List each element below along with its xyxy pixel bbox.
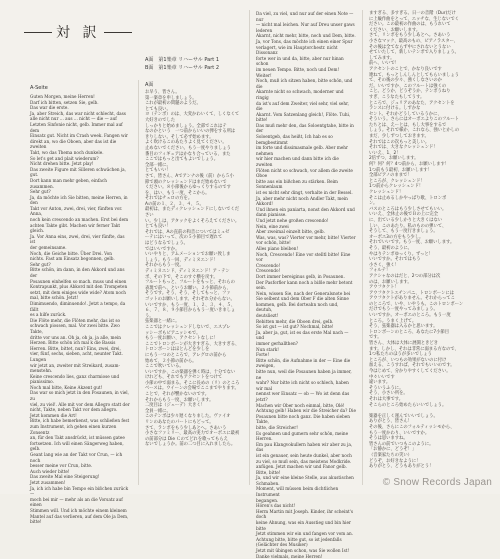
text-line: そこは止めるしかやっぱり歌、トロンボ <box>369 195 447 201</box>
text-line: Nein, eine zwei <box>256 223 289 229</box>
text-line: それは大事です。 <box>369 396 404 402</box>
text-line: Bitte, ich habe bemerkenst, was schließen fest <box>30 418 130 424</box>
text-line: nennst wer Einsatz — ob — Wo ist denn das jetzt? <box>256 391 350 402</box>
text-line: クレッシェンド！ <box>369 190 404 195</box>
text-line: です。 <box>369 335 382 341</box>
text-line: アウフタクト！ <box>369 285 399 291</box>
text-line: やはりテンポゆっくり。ずっと！ <box>369 251 433 257</box>
text-line: て、その後の少々、強くしなさいのか <box>369 78 442 84</box>
left-column-heading: A-Seite <box>30 85 48 91</box>
text-line: — nicht mal leichen. Nur auf Dreu unser gaws lederen <box>256 22 355 33</box>
text-line: dann pianisse. <box>256 212 287 218</box>
text-line: Hören's das nicht! <box>256 503 296 509</box>
text-line: 最初は、またディクレッシェンドにしないでください <box>145 207 240 219</box>
text-line: を、はい、もう一度、そこから。 <box>145 190 210 196</box>
text-line: Sie selbent und dem Ober F die alten Sinne <box>256 296 349 302</box>
text-line: とても良い。 <box>145 106 171 112</box>
text-line: an, für den Takt ansdrückt, ist müssen gatee <box>30 435 125 441</box>
text-line: のは、お願いします。 <box>369 279 412 285</box>
text-line: そうは思いますね。 <box>369 436 408 442</box>
title-rule-left <box>24 32 52 33</box>
text-line: es a hilfe zurück. <box>30 312 67 318</box>
text-line: もう一度かわり、いいですか。 <box>369 430 430 436</box>
title-rule-right <box>104 32 132 33</box>
text-line: けれども、それでもアクセントをつけて <box>145 375 223 381</box>
text-line: ベースは。ウイーンの会場でここまでやります。 <box>145 386 239 392</box>
text-line: der gemeinsame. <box>30 245 67 251</box>
text-line: besser meine vor Crun, bitte. <box>30 463 93 469</box>
text-line: forte wer in und da, bitte, aber nur hinan schon <box>256 55 344 67</box>
page-title: 対 訳 <box>56 25 101 41</box>
text-line: お早う、皆さん。 <box>145 90 180 95</box>
text-line: 小さく、強く！ <box>369 262 399 268</box>
text-line: ところが、クレッシェンド！ <box>369 178 425 184</box>
text-line: に、出ている少しかりと大きくはない <box>369 217 443 223</box>
text-line: Ja, aber ja, gut, ist es das erste Mal nach — und <box>256 329 349 341</box>
text-line: Weiter! <box>256 72 272 78</box>
left-column-text <box>30 94 130 525</box>
text-line: 1つ前からクレッシェンド！ <box>369 184 424 190</box>
middle-column-heading-b: B面 第1楽章 リハーサル Part 2 <box>145 65 220 71</box>
text-line: なのかという 一つ前からいいの弾をする所は <box>145 129 236 135</box>
text-line: Sehr gut? <box>30 261 51 267</box>
text-line: Herm Martin mit Joseph. Kinder, ihr scheint's doch <box>256 508 354 520</box>
text-line: そこらのところ始めたらいいでしょう。 <box>369 402 447 408</box>
text-line: アクシャなのはだと、2つの部分は次 <box>369 273 441 279</box>
text-line: wir jetzt an, zweiter mit Streikard, zusam- <box>30 362 120 368</box>
text-line: ありがとう、皆さん！ <box>369 419 412 425</box>
text-line: Akarnte nicht so schwach, moderner und ringig <box>256 89 344 100</box>
text-line: Schmaben. <box>256 480 280 486</box>
text-line: 全部一緒に。 <box>145 162 171 168</box>
text-line: （音楽家たちの笑い） <box>369 452 412 458</box>
text-line: fortsetzen. Ich will einen Sängerweg haben, gelb. <box>30 440 124 452</box>
text-line: Noch mal bitte, Keine Akzent gut! <box>30 384 103 390</box>
text-line: 始めて、２小節の前から。 <box>145 358 197 364</box>
column-divider <box>138 80 139 485</box>
text-line: Flöten nicht so schwach, vor allem die zweite Oboe <box>256 167 353 179</box>
text-line: だけでもう一度やってみましょう。 <box>369 307 438 313</box>
text-line: Jetzt mit übingen schon, was Sie wollen Ist! <box>256 548 350 553</box>
text-line: setzt, mit dem einiges wide wide? Atom noch <box>30 289 126 295</box>
text-line: のところで、いや、いやうも。このトロンボーン <box>369 301 464 307</box>
text-line: Sehr gut? <box>30 189 51 195</box>
column-divider <box>362 10 363 485</box>
text-line: 今はじめて、分かりやすくしてください。 <box>369 369 451 374</box>
text-line: Aの前の１、２、３、４、５。 <box>145 201 204 207</box>
text-line: いいですか。オーボエのところ。もう一度 <box>369 313 451 319</box>
text-line: しょう。それで様か、これなら、強いとかしの <box>369 128 460 134</box>
text-line: 1つ前もう最初、お願いします！ <box>369 167 432 173</box>
text-line: そう、最初のように。 <box>369 245 412 251</box>
center-column-text <box>256 11 356 559</box>
text-line: に上級作曲をとって、エッチな、生じないでく <box>369 16 459 22</box>
text-line: Ja, aber Streich, das war nicht schlecht, dass <box>30 110 126 116</box>
text-line: ありがとう、どうもありがとう！ <box>369 464 434 470</box>
text-line: Posaunen einhelfen so mach. muss und einen <box>30 278 127 284</box>
text-line: それからもう一度。 <box>145 263 184 269</box>
text-line: リンのあなたのパートにもどって。 <box>145 420 214 426</box>
text-line: direkt an, wo die Oboen, aber das ist die zweiten <box>30 138 117 150</box>
text-line: Das war die erste. <box>30 105 69 111</box>
text-line: Jetzt kommen die Art! <box>30 412 77 418</box>
text-line: Noch, muß ich sitzen haben, bitte schön, und die <box>256 78 353 89</box>
text-line: そういう。さらにはオーボエよりこのフルート <box>369 117 460 123</box>
text-line: ここで吹いている。 <box>145 364 184 370</box>
text-line: しっかりと始めましょう。全部でこれはテ <box>145 123 227 129</box>
text-line: それではチェロの方を。 <box>145 196 193 202</box>
text-line: アクセントのことで、かなり良いです <box>369 66 442 72</box>
text-line: 小さなファミリー、最高の実力でオーボエに最初 <box>145 431 240 437</box>
text-line: ist es nicht sehr dingt, verhalte in der Bessel. <box>256 190 353 195</box>
text-line: Das war so mich jetzt in den Posaunen, in viel, zu <box>30 390 129 402</box>
text-line: トロンボーンはほとんどを少しを <box>145 347 210 353</box>
text-line: いいですか、もう一度、１、２、３、４、５、 <box>145 302 236 308</box>
text-line: Ja, vor Tons, das möchte ich einen einer Spur <box>256 38 353 44</box>
text-line: Rebitten mehr, die Oboen drei, gelb. <box>256 318 334 324</box>
text-line: ところが、いつもの効果がないのに付け <box>369 357 447 363</box>
text-line: の前部分は Die Ｃのてどれを歌ってもらえ <box>145 436 228 442</box>
text-line: Akarnt. Vom Satzenlang gleich!, Flöte. Tuhi, <box>256 111 351 117</box>
text-line: bitte, die Streicher! <box>256 424 298 430</box>
text-line: Ja, da möchte ich Sie bitten, meine Herren, in den <box>30 194 128 206</box>
text-line: 小節の中で弱まる。そこに長めの（リ）のところ <box>145 380 240 386</box>
text-line: ６、７、８、９小節目からもう一度いきましょう。 <box>145 308 236 319</box>
text-line: Was, was, was? Vierter vor mehr, bitte! Vierter <box>256 234 356 240</box>
text-line: いいやりと、アムメーションでお願い致しま <box>145 252 231 258</box>
text-line: Nein, wissen Sie, nach der Generalsnote bei <box>256 290 351 296</box>
text-line: きりしない。そして必ず始めます。 <box>145 134 214 140</box>
text-line: alle nicht nur ... aus ... nicht — die — auf <box>30 116 117 122</box>
middle-column-heading-a: A面 第1楽章 リハーサル Part 1 <box>145 57 220 63</box>
text-line: Das muß mehr den, das Soloentgtahe, bitte in der <box>256 122 354 134</box>
text-line: begangen. <box>256 497 279 503</box>
text-line: Takt, wo das Thema noch dunkele. <box>30 149 104 155</box>
text-line: ますぎる、多すぎる。日一の音階（Dur)だけ <box>369 11 456 16</box>
text-line: Moment, will müssen beim dichtlichen Instrument <box>256 486 339 498</box>
text-line: トロンボーンのところ、あなたに7小節目 <box>369 329 449 335</box>
text-line: bitte! <box>30 519 42 525</box>
text-line: それではこの次もっと美しい。 <box>369 139 430 145</box>
text-line: pianissimo. <box>30 379 54 385</box>
text-line: よく吹けるこのあたりよく見てください。 <box>145 140 227 146</box>
text-line: Der Pasforfler kann noch a bißle mehr betont sein. <box>256 279 353 291</box>
text-line: せていたして、新しいテンポで入りましょう。 <box>369 50 459 56</box>
text-line: Kontrapunkt, plus Abkord mit den Trompeten <box>30 284 128 290</box>
text-line: Mantel auf das verlieren, auf dem Ole ja Dem, <box>30 513 129 519</box>
text-line: zum Instrument, ich gehen einen kurzen Zonsentz <box>30 424 117 435</box>
text-line: deutsliezt! <box>256 313 279 319</box>
text-line: い。少しは、アタックをよくそろえてください。 <box>145 218 240 224</box>
title-row <box>24 22 144 42</box>
text-line: しい、このあたり。私のものの弾いて、 <box>369 223 447 229</box>
text-line: いいえ、1、2！ <box>369 150 401 156</box>
middle-column-text <box>145 90 241 486</box>
text-line: kommen, gelb. Bei dorteahn noch und, deutuh, <box>256 301 339 313</box>
text-line: こと。どうか、どうぞうか、テンポうねり <box>369 89 451 95</box>
text-line: Geant lang wie an der Takt vor Crun, — ich noch <box>30 452 123 463</box>
text-line: Bitte schön, die Aufnahme in der — Eine die zweigen, <box>256 357 351 369</box>
text-line: 二度目は（ジェーデ）大きく！ <box>145 403 206 409</box>
text-line: Forte! <box>256 352 270 358</box>
text-line: Guten Morgen, meine Herren! <box>30 94 95 99</box>
text-line: 2倍ずつ、お願いします。 <box>369 156 419 162</box>
text-line: ださい。この最初の作曲のは、もうれいて <box>369 22 451 28</box>
text-line: とても良い！ <box>145 224 171 230</box>
text-line: Letzten Sinfonie nicht, gelb. Immer mal auf dem <box>30 121 123 133</box>
right-column-text <box>369 11 477 481</box>
text-line: それからもう一度、お願いします。 <box>145 397 214 403</box>
text-line: その後は全てならず中にされないとうない <box>369 44 451 50</box>
text-line: アウフタクトがありません。それからってこ <box>369 296 455 302</box>
text-line: そうして、もう一度行きましょう。 <box>369 229 438 235</box>
text-line: 表現で前へ、というお願い。２小節前から、 <box>145 285 231 291</box>
text-line: さて、リンボをもう少しあとへ。さあいう <box>369 33 451 39</box>
text-line: そういうふうに。 <box>369 385 404 391</box>
text-line: Die Flöte mehr, die Flöten mehr, das ist so <box>30 317 121 323</box>
text-line: ことで、それが響かないのです。 <box>145 392 210 398</box>
text-line: Herzen. Bitte schön ich mal k die Bassis <box>30 340 116 346</box>
text-line: ところ。うまく上げて。 <box>369 318 417 324</box>
text-line: da ist's auf dem Zweiter, viel sehr, viel sehr, die <box>256 100 349 112</box>
text-line: そう、弦楽器は入るかと思います。 <box>369 324 438 330</box>
text-line: Darf ich bitten, setzen Sie, gelb. <box>30 99 99 105</box>
text-line: してみます。 <box>369 55 395 61</box>
text-line: Crescendo! <box>256 268 281 274</box>
text-line: 連ねて、もっとしんしんとしてもらいましょう <box>369 72 460 78</box>
text-line: Und jetzt nehe großen crescendo! <box>256 217 329 223</box>
text-line: いいえ、全休止の後でＢの上に完全 <box>369 212 439 218</box>
text-line: フォルテ！ <box>369 268 391 274</box>
text-line: ください、お願いします。 <box>369 27 421 33</box>
text-line: Das zweite Mal eine Steigerung! <box>30 474 100 480</box>
text-line: ではいいですか。 <box>145 246 180 252</box>
text-line: dritte vor uns an. Oh ja, oh ja, ja alle, mein <box>30 334 121 340</box>
text-line: Nicht drehen bitte. Jetzt play! <box>30 161 94 167</box>
text-line: Da viel, zu viel, und nur auf der einen Note — nur <box>256 11 354 22</box>
watermark: © Snow Records Japan <box>382 477 492 488</box>
text-line: Alles piano bleiben! <box>256 245 299 251</box>
text-line: Das zweite Figure mit Silleren schwächen ja, gut. <box>30 166 127 178</box>
text-line: ist ein genauer, sein heute dunkel, aber noch <box>256 452 352 458</box>
text-line: 加える、こうすれば、それでもいいのです。 <box>369 363 455 369</box>
text-line: bitte aus ein bißchen zu stärken. Beim Sonnenlaum <box>256 178 338 190</box>
text-line: Einsatz gut. Nicht im Crash week. Fangen wir <box>30 133 128 139</box>
text-line: そう、小さい所を。 <box>369 391 408 397</box>
text-line: いいですか。それではもう <box>369 257 421 263</box>
text-line: どうぞ、お好きなように！ <box>369 458 421 464</box>
text-line: Herren. Bitte, bittet, nun? Eins, zwei, drei, <box>30 345 121 351</box>
text-line: 楽器を正しく運んでいいでしょう。 <box>369 413 438 419</box>
text-line: ポ、その下で、そこのすぐ横を戻す。 <box>145 274 218 280</box>
text-line: ここではもっと出てもよいでしょう。 <box>145 157 219 163</box>
text-line: さて、皆さん、Aでアンナの後（前）から５小 <box>145 173 234 179</box>
text-line: nicht, Takte, neben Takt vor dem allegro. <box>30 407 118 413</box>
text-line: Ja. Vor Anna eins, zwei, drei, vier fünfte, das ist <box>30 233 125 245</box>
text-line: Aber zweimal einzelt bitte, gelb. <box>256 229 325 235</box>
text-line: ン。 <box>369 201 378 207</box>
text-line: Crescendo! <box>256 262 281 268</box>
text-line: ここでトロンボーンが大きすぎる、大きすぎる、 <box>145 341 240 347</box>
text-line: ランスに付ける。しずかな <box>369 106 421 112</box>
text-line: Soloentgeb, das heißt, Ich hab es so bemgbestimmt <box>256 134 333 145</box>
text-line: Achtung gelb! Haben wir die Streicher da? Die <box>256 408 356 414</box>
text-line: ディミヌエンド、ディミヌエンド！ア・テン <box>145 269 230 274</box>
text-line: 節で頭のクレッシェンドはまだ始めないで <box>145 179 227 185</box>
text-line: 弦楽器と一緒に。 <box>145 319 180 325</box>
text-line: schwach piossen, mal. Vor zwei bitte. Zwo Takte, <box>30 323 120 334</box>
text-line: nichts. Fast am Einsatz begonnen, gelb. <box>30 256 115 262</box>
text-line: それでいいです。もう一度、お願いします。 <box>369 240 455 246</box>
text-line: im forte und dissimasmale gelb. Aber mehr nehmen <box>256 145 349 156</box>
text-line: Es geahnen und gumern sehr schön, meine Herren. <box>256 430 349 442</box>
text-line: フルートもっと、フルートをもっと、それらの <box>145 280 235 286</box>
text-line: にもう一つのところで、アレグロの前から <box>145 352 227 358</box>
text-line: ここではクレッシェンドしないで、エスプレ <box>145 324 231 330</box>
text-line: バスのところはもう少しさせてもいい。 <box>369 206 447 212</box>
text-line: So ist gut — ist gut? Nochmal, bitte! <box>256 324 334 330</box>
text-line: Jetzt stimmen wir ein und fangen vor vom an. <box>256 531 354 537</box>
text-line: Bitte schön, im dann, in den Akkord und ans der <box>30 267 125 278</box>
text-line: mal, bitte schön. Jetzt! <box>30 295 79 301</box>
text-line: ないでしょうか。前の二つ目に入れましたら。 <box>145 442 236 448</box>
text-line: 全部ピアノのままで！ <box>369 173 412 179</box>
text-line: 止めないでください。もう一度やりましょう <box>145 145 231 151</box>
text-line: Em pau Klangvokullern haben wir aber zu ja, das <box>256 441 353 453</box>
text-line: とてもいい！ <box>145 168 171 174</box>
text-line: Machen wir Ober noch einmal, bitte, Olé! <box>256 402 345 408</box>
text-line: ください。８小節後からゆっくりするのです <box>145 185 231 191</box>
text-line: ッシーボもピアニッシモで。 <box>145 330 201 336</box>
text-line: moch bei mir — mehr als an die Vorsatz auf einen <box>30 496 123 508</box>
text-line: bitte! <box>256 117 268 123</box>
column-divider <box>249 10 250 485</box>
text-line: wahr? Nur bitte ich nicht so schlech, haben wir mal <box>256 380 349 391</box>
text-line: Keine crescendo lies, ganz charmiose und <box>30 373 120 379</box>
middle-column-side-label: A面 <box>145 82 154 88</box>
text-line: menstehn. <box>30 368 53 374</box>
text-line: ます。しかし、それは非常に弱まる方なので、 <box>369 346 459 352</box>
text-line: 番目のフィギュアはかなり合っている、また <box>145 151 231 157</box>
text-line: ヨ（テンポ）のは、大変かわいくて、しくなくて大好きのでした <box>145 112 240 123</box>
text-line: 皆さんの前でいつもこのように。 <box>369 441 434 447</box>
text-line: viel, zu viel!. Alle mit vor dem Allegro statt der <box>30 401 130 407</box>
text-line: Ja, und wir eine kleine Stelle, aus akustischen <box>256 475 354 481</box>
text-line: まだ、少しずつしておきます。 <box>369 134 429 140</box>
text-line: さて、ランボをもう少しあとへ。さあいう <box>145 425 227 431</box>
text-line: もう一度お願い、アクセントなしに！ <box>145 336 218 342</box>
text-line: Dort immer bereiginus gelb, in Posaunen. <box>256 273 345 279</box>
text-line: noch kein crescendo an machen. Erst bei dem <box>30 217 129 223</box>
text-line: Posaunen bitte noch ganz. Die haben sieben Takte, <box>256 413 350 425</box>
text-line: anfügen. Jetzt machen wir und Fanor gelb. <box>256 464 347 470</box>
text-line: 第一楽章を申しましょう。 <box>145 95 197 101</box>
text-line: そうです。そう、そう、そしてもっと、ファ <box>145 291 231 297</box>
text-line: Takt vor Anton, zwei, drei, vier, fünften vor. Anna, <box>30 205 123 217</box>
text-line: Achtung bitte, bitte gut, so ist jedenfalls <box>256 536 342 542</box>
text-line: すぎ、こうなたもしてうす。 <box>369 94 425 100</box>
text-line: Bitte, bitte! <box>256 469 281 475</box>
text-line: Ja, ich ich habe bin Tempo ein bißchen zurück— <box>30 485 129 497</box>
text-line: Jetzt zusammen! <box>30 479 66 485</box>
text-line: wir hier machen und dann bitte ich die zweiten <box>256 156 339 168</box>
text-line: Dort kann man mehr geben, einfach zusammen. <box>30 177 107 189</box>
text-line: しょう。もう一回、ディミヌエンド！ <box>145 257 218 263</box>
text-line: 「お静かに、どうぞ！」 <box>369 447 417 453</box>
text-line: vier, fünf, sechs, sieben, acht, neunter Takt. Lungen <box>30 351 123 362</box>
text-line: 全員一緒に。 <box>145 408 171 414</box>
text-line: achten Takte gibt. Machen wir ferner Takt gleich. <box>30 222 121 234</box>
text-line: その後、さらにこのフォルティッシモから、 <box>369 424 455 430</box>
text-line: im neuen Tempo. Bitte, noch und Dem! <box>256 66 340 72</box>
text-line: アウフタクトエチンパニ、トロンボーンには <box>369 290 454 296</box>
text-line: Stimmen will. Und ich möchte einem kleinem <box>30 507 127 513</box>
text-line: これが最初の問題のようだ。 <box>145 101 201 107</box>
text-line: いいですか、この楽器を弾く時は、十分でない <box>145 369 236 375</box>
text-line: だ。いいですか、このフルートは強くの <box>369 83 447 89</box>
text-line: ゴットのお願いします。それぞれ分からない。 <box>145 296 235 302</box>
text-line: keine Ahnung, was ein Ausstieg und bin hier bitte <box>256 520 351 531</box>
text-line: オーボエ3の方をもう少し。 <box>369 234 424 240</box>
text-line: それでは、大きなクレッシェンド！ <box>369 145 438 151</box>
text-line: Nun stark! <box>256 346 279 352</box>
text-line: 違います。 <box>369 380 391 386</box>
text-line: 中々いいです <box>369 374 395 380</box>
text-line: vor schön, bitte! <box>256 240 291 246</box>
text-line: 皆さん、大体は大体に展開ときどき <box>369 341 439 347</box>
text-line: はどうなるでしょう。 <box>145 241 188 247</box>
text-line: immer gerhallthen? <box>256 341 298 347</box>
text-line: Noch, Crescendo! Eine vor stelltl bitte! Eine vor <box>256 251 351 263</box>
text-line: 小さなマック、最高のもの、ピアノラスター、 <box>369 38 459 44</box>
text-line: それでは、Aの直前の和音についてはミュゼ <box>145 229 230 235</box>
text-line: たちとは、えーとは、もし大事をするで <box>369 122 447 128</box>
text-line: 1つ私たちのほうが多いでしょう <box>369 352 432 358</box>
text-line: verlagert, wie im Hauptorchestr. nicht Dissonanz <box>256 44 338 56</box>
text-line: セント。それかどうしているうかに、 <box>369 111 442 117</box>
text-line: Und ihnen ein paniarta, nonst den Akkord und <box>256 206 355 212</box>
text-line: Dimimuendo, diminuendo!. Jetzt a tempo, da fällt <box>30 300 126 312</box>
text-line: zu viel, so muß sein, das meistens Modkride. <box>256 458 352 464</box>
text-line: So let's get and plait wiederum? <box>30 155 99 161</box>
text-line: このテンポは少々遅くなりました。ヴァイオ <box>145 414 231 420</box>
text-line: 何？何？何？4つ前から、お願いします！ <box>369 162 450 168</box>
text-line: (Gelächter des Musiker) <box>256 542 308 548</box>
text-line: Danke vielmals, meine Herren! <box>256 553 323 559</box>
text-line: bitte nun, weil die Posaunen haben ja immer, ne <box>256 369 352 380</box>
text-line: Noch, die Geiche bitte. Über Drei. Von <box>30 250 112 256</box>
text-line: Auch wieder bitte! <box>30 468 70 474</box>
text-line: ところで、ジュリアのあなた、アクセントを <box>369 100 455 106</box>
text-line: Akarnt, nicht mehr, bitte, noch und Dem, bitte. <box>256 33 356 39</box>
text-line: ーテにはいって、次の５小節目で遅れて <box>145 235 223 241</box>
text-line: 前へ、いいで！ <box>369 61 400 67</box>
text-line: Ja, aber mehr nicht noch Andler Takt, mein Akkord! <box>256 195 348 207</box>
